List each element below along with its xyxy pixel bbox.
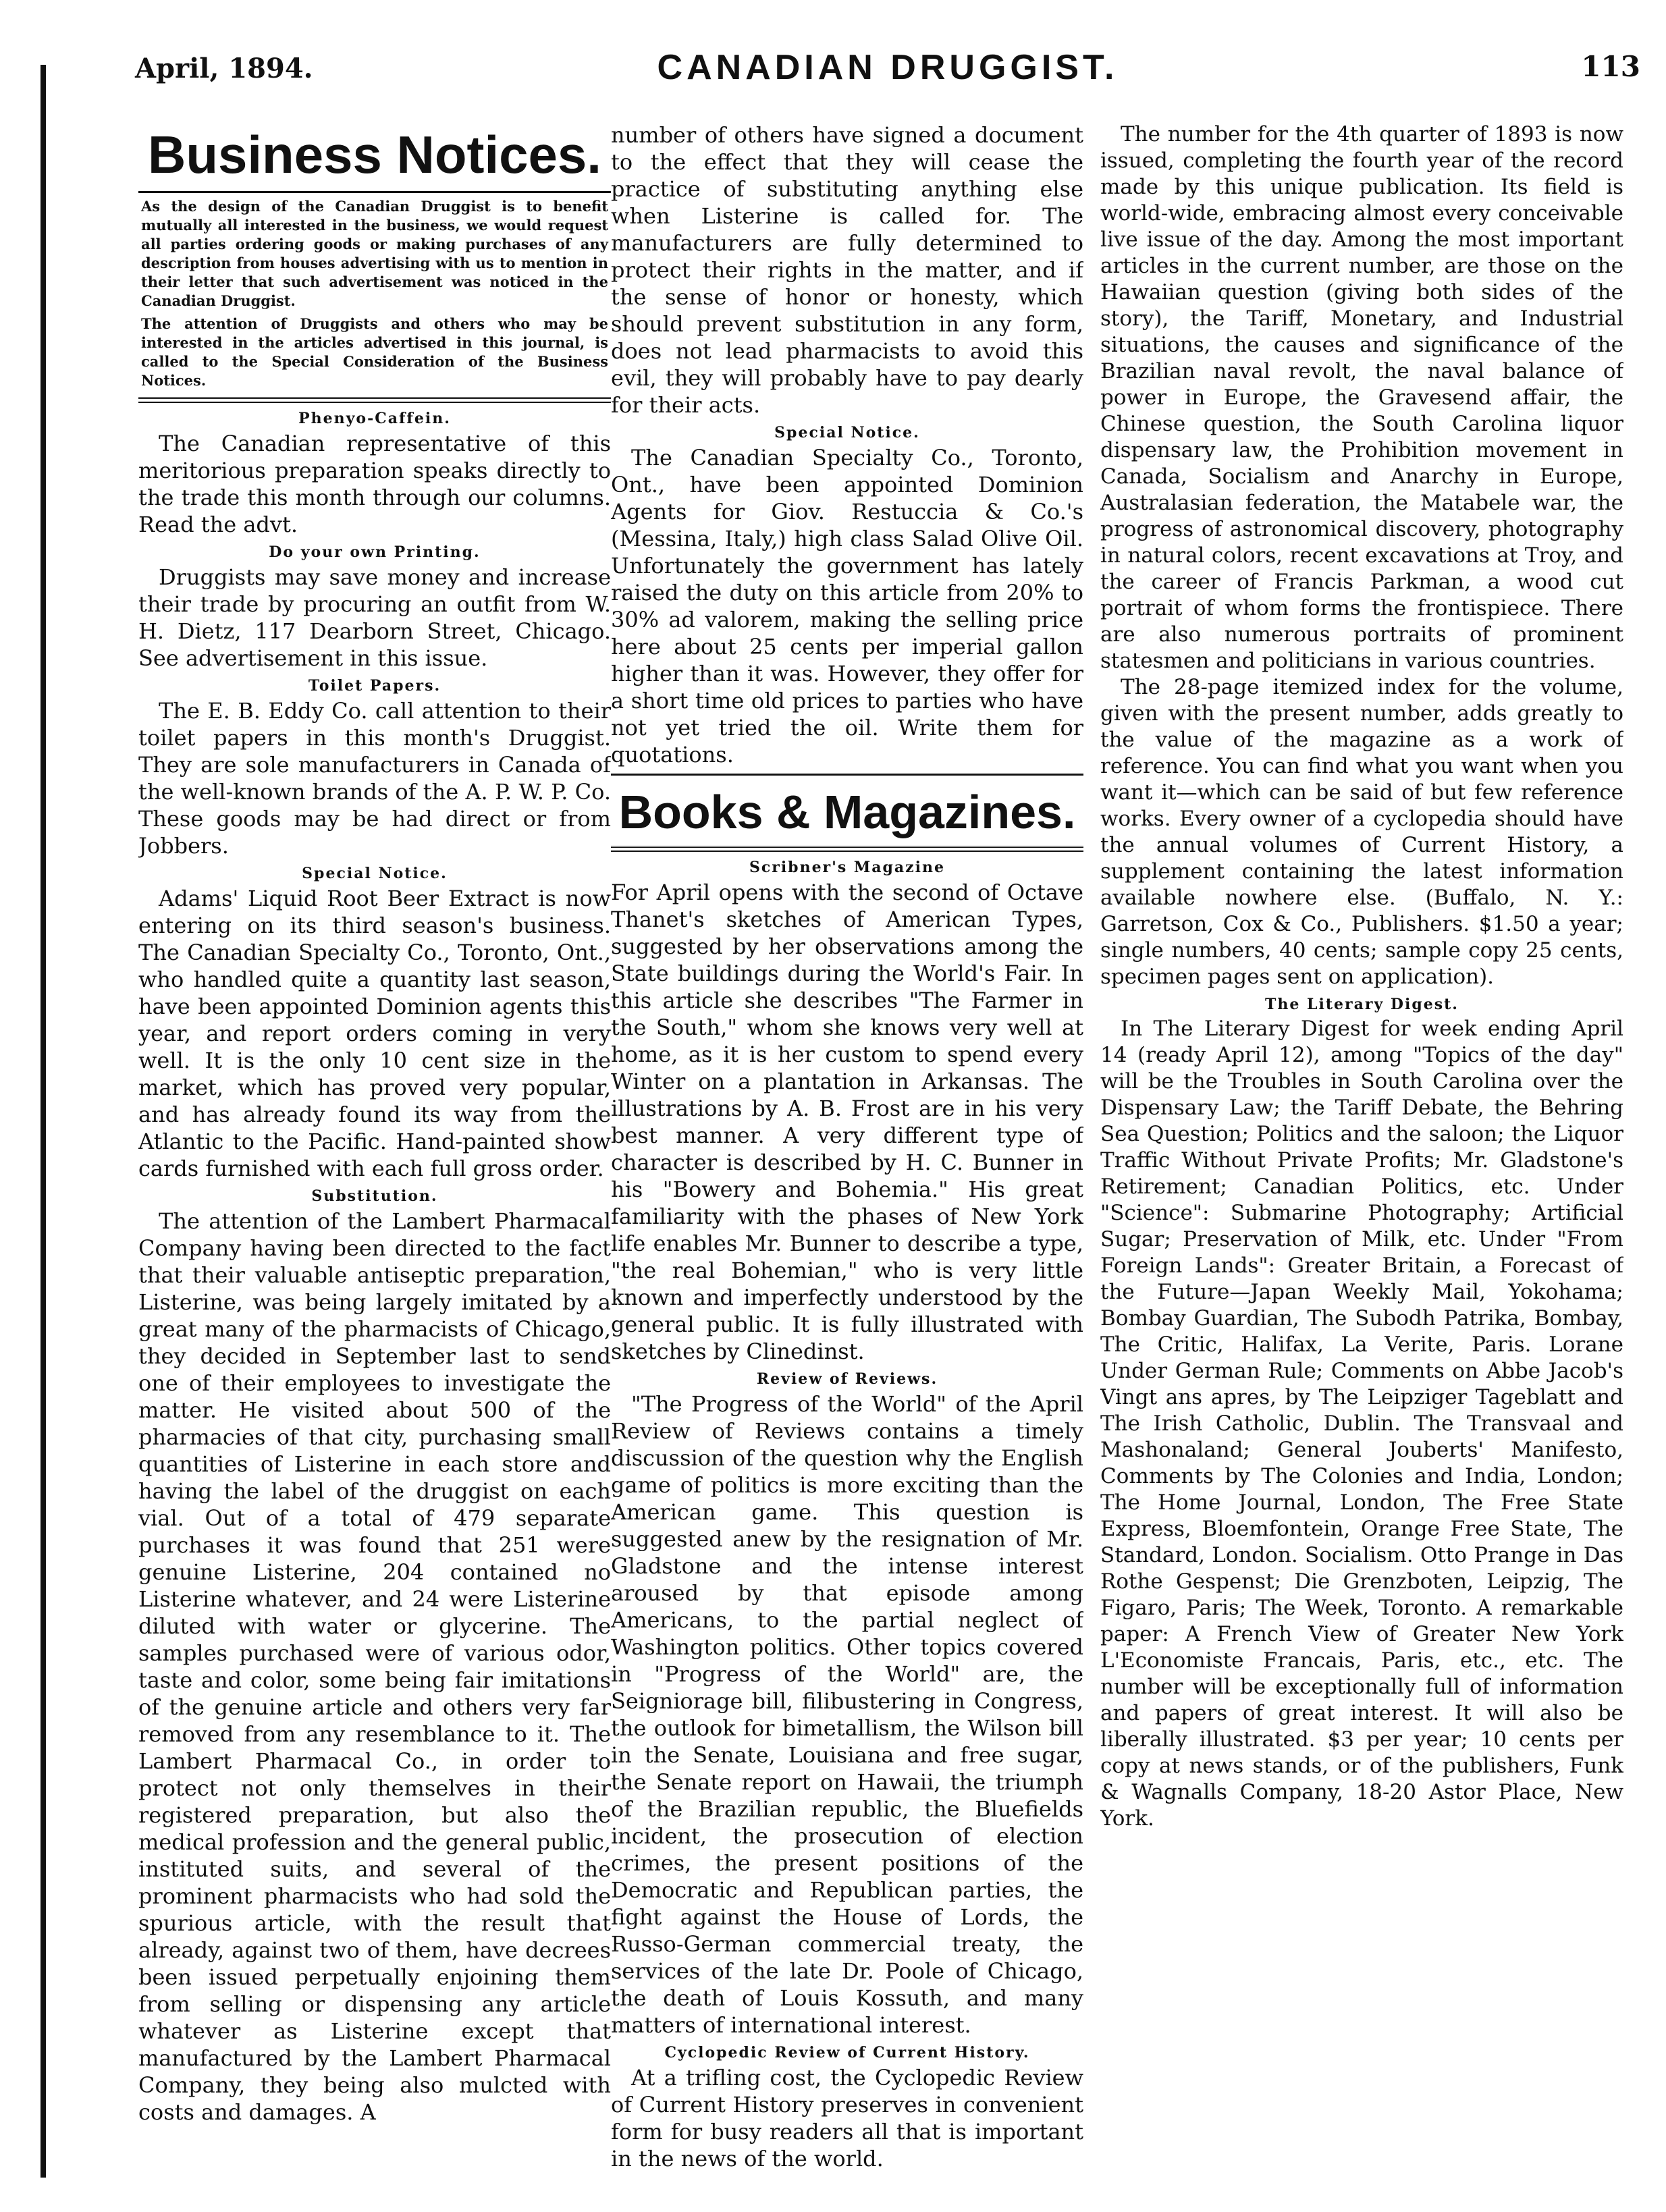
notice-text: The E. B. Eddy Co. call attention to their toilet papers in this month's Druggist. They are sole manufacturers in Canada of the well-known brands of the A. P. W. P. Co. These goods may be had direct or from Jobbers. [138,698,611,859]
issue-date: April, 1894. [135,53,313,84]
notice-heading: Toilet Papers. [308,677,441,695]
page-header [135,41,1640,101]
notice-heading: Substitution. [311,1187,438,1205]
business-notices-title: Business Notices. [148,125,601,184]
review-heading: Review of Reviews. [756,1370,938,1388]
intro-note: As the design of the Canadian Druggist is to benefit mutually all interested in the business, we would request all parties ordering goods or making purchases of any description from houses advertising with us to mention in their letter that such advertisement was noticed in the Canadian Druggist. [141,198,608,309]
column-1 [138,122,611,2180]
books-magazines-title: Books & Magazines. [618,786,1076,838]
notice-heading: Special Notice. [774,424,920,441]
review-text-continued: The 28-page itemized index for the volume, given with the present number, adds greatly to the value of the magazine as a work of reference. You can find what you want when you want it—which can be said of but few reference works. Every owner of a cyclopedia should have the annual volumes of Current History, a supplement containing the latest information available nowhere else. (Buffalo, N. Y.: Garretson, Cox & Co., Publishers. $1.50 a year; single numbers, 40 cents; sample copy 25 cents, specimen pages sent on application). [1100,675,1623,989]
notice-heading: Do your own Printing. [269,543,481,561]
review-text: At a trifling cost, the Cyclopedic Review of Current History preserves in convenient form for busy readers all that is important in the news of the world. [611,2065,1083,2171]
notice-text: The attention of the Lambert Pharmacal Company having been directed to the fact that their valuable antiseptic preparation, Listerine, was being largely imitated by a great many of the pharmacists of Chicago, they decided in September last to send one of their employees to investigate the matter. He visited about 500 of the pharmacies of that city, purchasing small quantities of Listerine in each store and having the label of the druggist on each vial. Out of a total of 479 separate purchases it was found that 251 were genuine Listerine, 204 contained no Listerine whatever, and 24 were Listerine diluted with water or glycerine. The samples purchased were of various odor, taste and color, some being fair imitations of the genuine article and others very far removed from any resemblance to it. The Lambert Pharmacal Co., in order to protect not only themselves in their registered preparation, but also the medical profession and the general public, instituted suits, and several of the prominent pharmacists who had sold the spurious article, with the result that already, against two of them, have decrees been issued perpetually enjoining them from selling or dispensing any article whatever as Listerine except that manufactured by the Lambert Pharmacal Company, they being also mulcted with costs and damages. A [138,1208,611,2125]
section-rule [138,397,611,403]
review-text: For April opens with the second of Octave Thanet's sketches of American Types, suggested by her observations among the State buildings during the World's Fair. In this article she describes "The Farmer in the South," whom she knows very well at home, as it is her custom to spend every Winter on a plantation in Arkansas. The illustrations by A. B. Frost are in his very best manner. A very different type of character is described by H. C. Bunner in his "Bowery and Bohemia." His great familiarity with the phases of New York life enables Mr. Bunner to describe a type, "the real Bohemian," who is very little known and imperfectly understood by the general public. It is fully illustrated with sketches by Clinedinst. [611,880,1083,1364]
notice-text: The Canadian representative of this meritorious preparation speaks directly to the trade this month through our columns. Read the advt. [138,431,611,537]
review-heading: Scribner's Magazine [749,859,946,876]
review-text: "The Progress of the World" of the April Review of Reviews contains a timely discussion of the question why the English game of politics is more exciting than the American game. This question is suggested anew by the resignation of Mr. Gladstone and the intense interest aroused by that episode among Americans, to the partial neglect of Washington politics. Other topics covered in "Progress of the World" are, the Seigniorage bill, filibustering in Congress, the outlook for bimetallism, the Wilson bill in the Senate, Louisiana and free sugar, the Senate report on Hawaii, the triumph of the Brazilian republic, the Bluefields incident, the prosecution of election crimes, the present positions of the Democratic and Republican parties, the fight against the House of Lords, the Russo-German commercial treaty, the services of the late Dr. Poole of Chicago, the death of Louis Kossuth, and many matters of international interest. [611,1391,1083,2038]
journal-title: CANADIAN DRUGGIST. [657,48,1119,87]
review-heading: Cyclopedic Review of Current History. [664,2044,1030,2061]
review-text-continued: The number for the 4th quarter of 1893 is now issued, completing the fourth year of the record made by this unique publication. Its field is world-wide, embracing almost every conceivable live issue of the day. Among the most important articles in the current number, are those on the Hawaiian question (giving both sides of the story), the Tariff, Monetary, and Industrial situations, the causes and significance of the Brazilian naval revolt, the naval balance of power in Europe, the Gravesend affair, the Chinese question, the South Carolina liquor dispensary law, the Prohibition movement in Canada, Socialism and Anarchy in Europe, Australasian federation, the Matabele war, the progress of astronomical discovery, photography in natural colors, recent excavations at Troy, and the career of Francis Parkman, a wood cut portrait of whom forms the frontispiece. There are also numerous portraits of prominent statesmen and politicians in various countries. [1100,122,1623,673]
section-rule [611,774,1083,776]
notice-text: The Canadian Specialty Co., Toronto, Ont., have been appointed Dominion Agents for Giov. Restuccia & Co.'s (Messina, Italy,) high class Salad Olive Oil. Unfortunately the government has lately raised the duty on this article from 20% to 30% ad valorem, making the selling price here about 25 cents per imperial gallon higher than it was. However, they offer for a short time old prices to parties who have not yet tried the oil. Write them for quotations. [611,445,1083,767]
notice-text: Druggists may save money and increase their trade by procuring an outfit from W. H. Dietz, 117 Dearborn Street, Chicago. See advertisement in this issue. [138,564,611,671]
notice-heading: Phenyo-Caffein. [298,410,451,427]
notice-heading: Special Notice. [302,865,448,882]
notice-text-continued: number of others have signed a document to the effect that they will cease the practice of substituting anything else when Listerine is called for. The manufacturers are fully determined to protect their rights in the matter, and if the sense of honor or honesty, which should prevent substitution in any form, does not lead pharmacists to avoid this evil, they will probably have to pay dearly for their acts. [611,122,1083,418]
review-text: In The Literary Digest for week ending April 14 (ready April 12), among "Topics of the day" will be the Troubles in South Carolina over the Dispensary Law; the Tariff Debate, the Behring Sea Question; Politics and the saloon; the Liquor Traffic Without Private Profits; Mr. Gladstone's Retirement; Canadian Politics, etc. Under "Science": Submarine Photography; Artificial Sugar; Preservation of Milk, etc. Under "From Foreign Lands": Greater Britain, a Forecast of the Future—Japan Weekly Mail, Yokohama; Bombay Guardian, The Subodh Patrika, Bombay, The Critic, Halifax, La Verite, Paris. Lorane Under German Rule; Comments on Abbe Jacob's Vingt ans apres, by The Leipziger Tageblatt and The Irish Catholic, Dublin. The Transvaal and Mashonaland; General Jouberts' Manifesto, Comments by The Colonies and India, London; The Home Journal, London, The Free State Express, Bloemfontein, Orange Free State, The Standard, London. Socialism. Otto Prange in Das Rothe Gespenst; Die Grenzboten, Leipzig, The Figaro, Paris; The Week, Toronto. A remarkable paper: A French View of Greater New York L'Economiste Francais, Paris, etc., etc. The number will be exceptionally full of information and papers of great interest. It will also be liberally illustrated. $3 per year; 10 cents per copy at news stands, or of the publishers, Funk & Wagnalls Company, 18-20 Astor Place, New York. [1100,1017,1623,1831]
title-rule [138,191,611,193]
column-2 [611,122,1083,2180]
intro-note: The attention of Druggists and others who may be interested in the articles advertised in this journal, is called to the Special Consideration of the Business Notices. [141,315,608,389]
section-rule [611,846,1083,852]
review-heading: The Literary Digest. [1265,996,1459,1013]
notice-text: Adams' Liquid Root Beer Extract is now entering on its third season's business. The Canadian Specialty Co., Toronto, Ont., who handled quite a quantity last season, have been appointed Dominion agents this year, and report orders coming in very well. It is the only 10 cent size in the market, which has proved very popular, and has already found its way from the Atlantic to the Pacific. Hand-painted show cards furnished with each full gross order. [138,886,611,1181]
binding-edge [41,65,46,2178]
column-3 [1100,122,1623,2180]
page-number: 113 [1581,50,1640,83]
